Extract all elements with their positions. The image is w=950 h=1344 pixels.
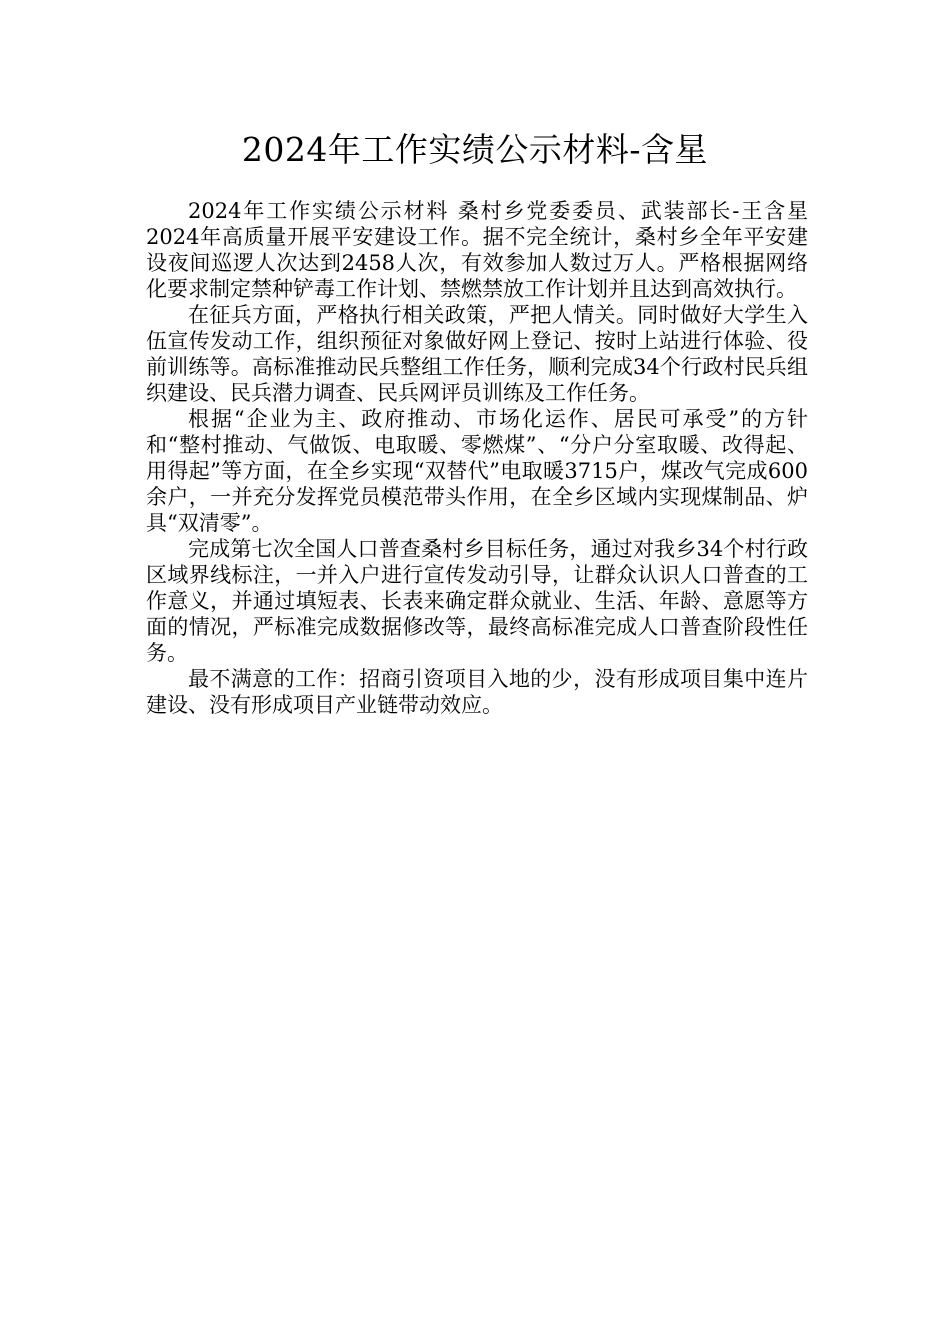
paragraph-5: 最不满意的工作：招商引资项目入地的少，没有形成项目集中连片建设、没有形成项目产业链带动效应。 [146,667,808,717]
paragraph-1: 2024年工作实绩公示材料 桑村乡党委委员、武装部长-王含星 2024年高质量开展平安建设工作。据不完全统计，桑村乡全年平安建设夜间巡逻人次达到2458人次，有效参加人数过万人。严格根据网络化要求制定禁种铲毒工作计划、禁燃禁放工作计划并且达到高效执行。 [146,199,808,301]
paragraph-3: 根据“企业为主、政府推动、市场化运作、居民可承受”的方针和“整村推动、气做饭、电取暖、零燃煤”、“分户分室取暖、改得起、用得起”等方面，在全乡实现“双替代”电取暖3715户，煤改气完成600余户，一并充分发挥党员模范带头作用，在全乡区域内实现煤制品、炉具“双清零”。 [146,407,808,535]
paragraph-4: 完成第七次全国人口普查桑村乡目标任务，通过对我乡34个村行政区域界线标注，一并入户进行宣传发动引导，让群众认识人口普查的工作意义，并通过填短表、长表来确定群众就业、生活、年龄、意愿等方面的情况，严标准完成数据修改等，最终高标准完成人口普查阶段性任务。 [146,537,808,665]
document-title: 2024年工作实绩公示材料-含星 [241,130,709,169]
paragraph-2: 在征兵方面，严格执行相关政策，严把人情关。同时做好大学生入伍宣传发动工作，组织预征对象做好网上登记、按时上站进行体验、役前训练等。高标准推动民兵整组工作任务，顺利完成34个行政村民兵组织建设、民兵潜力调查、民兵网评员训练及工作任务。 [146,303,808,405]
document-body [146,198,808,718]
